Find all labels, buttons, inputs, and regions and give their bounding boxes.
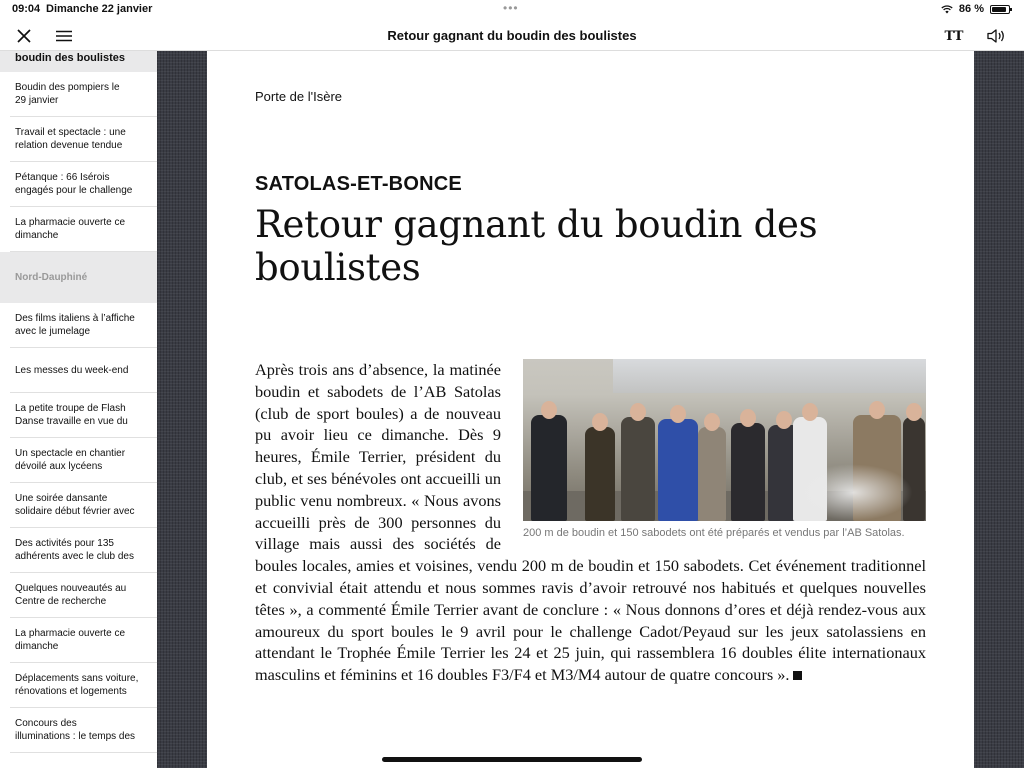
sidebar-item-label: Un spectacle en chantier [15,448,126,459]
sidebar-item-label: dimanche [15,230,59,241]
sidebar-item-label: Des films italiens à l’affiche [15,313,135,324]
sidebar-item-label: Une soirée dansante [15,493,108,504]
sidebar-item-label: Centre de recherche [15,596,107,607]
sidebar-item-label: 29 janvier [15,95,59,106]
sidebar-section-header: Nord-Dauphiné [0,252,157,303]
photo-sky [613,359,926,393]
photo-person [531,401,567,521]
sidebar-item-label: solidaire début février avec [15,506,135,517]
sidebar-item-label: dévoilé aux lycéens [15,461,103,472]
sidebar-item-label: Des activités pour 135 [15,538,114,549]
article-body-text: Après trois ans d’absence, la matinée boudin et sabodets de l’AB Satolas (club de sport boules) a de nouveau pu avoir lieu ce dimanche. Dès 9 heures, Émile Terrier, président du club, et ses bénévoles ont accueilli un public venu nombreux. « Nous avons accueilli près de 300 personnes du village mais aussi des sociétés de boules locales, amies et voisines, vendu 200 m de boudin et 150 sabodets. Cet événement traditionnel et convivial était attendu et nous sommes ravis d’avoir retrouvé nos habitués et quelques nouvelles têtes », a commenté Émile Terrier avant de conclure : « Nous donnons d’ores et déjà rendez-vous aux amoureux du sport boules le 9 avril pour le challenge Cadot/Peyaud sur les jeux satolassiens en attendant le Trophée Émile Terrier les 24 et 25 juin, qui rassemblera 16 doubles élite internationaux masculins et féminins et 16 doubles F3/F4 et M3/M4 autour de quatre concours ». [255,360,926,685]
article-kicker: SATOLAS-ET-BONCE [255,173,462,195]
sidebar-item[interactable] [10,663,157,708]
sidebar-item-label: boudin des boulistes [15,52,126,64]
text-size-icon: TT [944,28,964,44]
sidebar-item[interactable] [10,117,157,162]
photo-person [731,409,765,521]
battery-percent: 86 % [958,3,984,15]
sidebar-item-label: Boudin des pompiers le [15,82,120,93]
sidebar-item-label: dimanche [15,641,59,652]
sidebar-item[interactable] [10,618,157,663]
sidebar-item[interactable] [10,393,157,438]
sidebar-item-label: relation devenue tendue [15,140,123,151]
article-headline: Retour gagnant du boudin des boulistes [255,203,818,289]
wifi-icon [941,5,953,14]
article-list-sidebar [0,51,157,768]
sidebar-item[interactable] [10,207,157,252]
sidebar-item[interactable] [10,483,157,528]
status-time: 09:04 [12,3,41,15]
sidebar-item[interactable] [10,438,157,483]
sidebar-item[interactable] [10,348,157,393]
sidebar-item-label: engagés pour le challenge [15,185,133,196]
end-of-article-mark [793,671,802,680]
sidebar-item-label: Danse travaille en vue du [15,416,128,427]
article-body [255,359,926,686]
sidebar-item-label: rénovations et logements [15,686,127,697]
sidebar-item-label: illuminations : le temps des [15,731,136,742]
sidebar-item-label: La petite troupe de Flash [15,403,126,414]
sidebar-item-label: avec le jumelage [15,326,91,337]
sidebar-item-label: Les messes du week-end [15,364,129,376]
photo-person [621,403,655,521]
photo-caption: 200 m de boudin et 150 sabodets ont été préparés et vendus par l’AB Satolas. [523,527,905,539]
article-page[interactable] [207,51,974,768]
status-bar [0,0,1024,18]
status-right [941,3,1010,15]
sidebar-item-label: Pétanque : 66 Isérois [15,172,110,183]
photo-person [585,413,615,521]
sidebar-item-label: Déplacements sans voiture, [15,673,139,684]
photo-person [658,405,698,521]
sidebar-item[interactable] [10,72,157,117]
photo-person [698,413,726,521]
sidebar-item-label: Concours des [15,718,77,729]
sidebar-item[interactable] [10,162,157,207]
battery-icon [990,5,1010,14]
sidebar-item-label: Quelques nouveautés au [15,583,127,594]
home-indicator[interactable] [382,757,642,762]
sidebar-item-current[interactable] [0,51,157,72]
text-size-button[interactable] [944,26,964,46]
sidebar-item[interactable] [10,573,157,618]
sidebar-item[interactable] [10,708,157,753]
status-date: Dimanche 22 janvier [46,3,153,15]
multitasking-dots-icon[interactable]: ••• [503,1,519,15]
sidebar-item-label: adhérents avec le club des [15,551,134,562]
navigation-bar [0,20,1024,51]
sidebar-item[interactable] [10,303,157,348]
sidebar-item-label: Travail et spectacle : une [15,127,126,138]
sidebar-item[interactable] [10,528,157,573]
article-photo[interactable] [523,359,926,521]
speaker-icon [986,28,1006,44]
sidebar-item-label: La pharmacie ouverte ce [15,217,126,228]
nav-title: Retour gagnant du boudin des boulistes [387,28,637,43]
photo-steam [793,464,913,521]
article-source: Porte de l'Isère [255,89,343,104]
sidebar-item-label: La pharmacie ouverte ce [15,628,126,639]
article-figure [523,359,926,541]
audio-button[interactable] [986,26,1006,46]
